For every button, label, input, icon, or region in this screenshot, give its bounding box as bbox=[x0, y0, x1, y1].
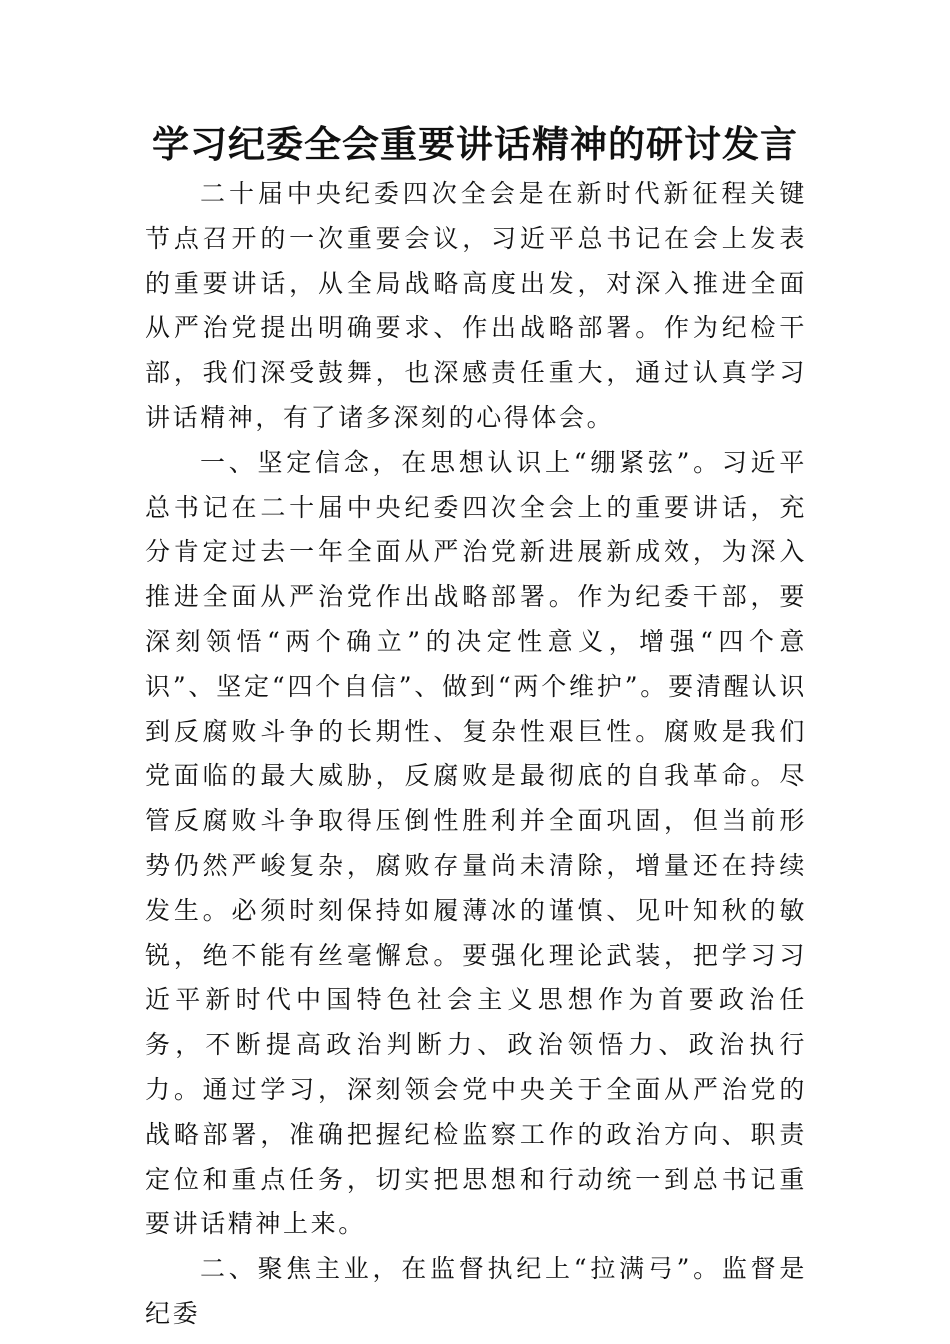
document-body bbox=[145, 172, 807, 1337]
paragraph-section-two: 二、聚焦主业，在监督执纪上“拉满弓”。监督是纪委 bbox=[145, 1254, 807, 1328]
paragraph-section-one: 一、坚定信念，在思想认识上“绷紧弦”。习近平总书记在二十届中央纪委四次全会上的重要讲话，充分肯定过去一年全面从严治党新进展新成效，为深入推进全面从严治党作出战略部署。作为纪委干部，要深刻领悟“两个确立”的决定性意义，增强“四个意识”、坚定“四个自信”、做到“两个维护”。要清醒认识到反腐败斗争的长期性、复杂性艰巨性。腐败是我们党面临的最大威胁，反腐败是最彻底的自我革命。尽管反腐败斗争取得压倒性胜利并全面巩固，但当前形势仍然严峻复杂，腐败存量尚未清除，增量还在持续发生。必须时刻保持如履薄冰的谨慎、见叶知秋的敏锐，绝不能有丝毫懈怠。要强化理论武装，把学习习近平新时代中国特色社会主义思想作为首要政治任务，不断提高政治判断力、政治领悟力、政治执行力。通过学习，深刻领会党中央关于全面从严治党的战略部署，准确把握纪检监察工作的政治方向、职责定位和重点任务，切实把思想和行动统一到总书记重要讲话精神上来。 bbox=[145, 447, 807, 1239]
paragraph-intro: 二十届中央纪委四次全会是在新时代新征程关键节点召开的一次重要会议，习近平总书记在会上发表的重要讲话，从全局战略高度出发，对深入推进全面从严治党提出明确要求、作出战略部署。作为纪检干部，我们深受鼓舞，也深感责任重大，通过认真学习讲话精神，有了诸多深刻的心得体会。 bbox=[145, 179, 807, 432]
document-title: 学习纪委全会重要讲话精神的研讨发言 bbox=[152, 122, 798, 166]
